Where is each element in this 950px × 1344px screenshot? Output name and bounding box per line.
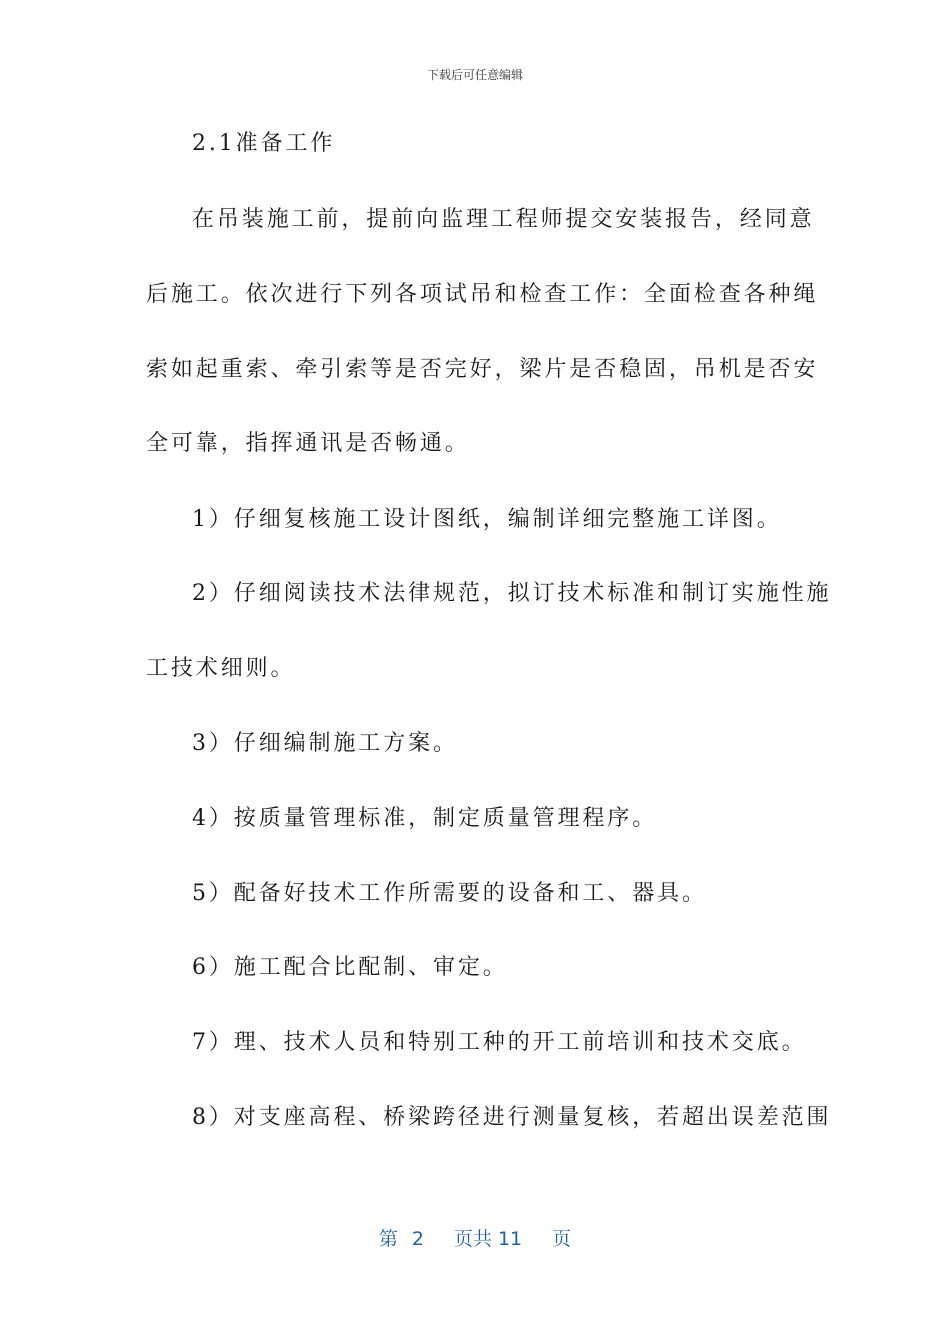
list-item: 6）施工配合比配制、审定。 [192, 955, 508, 980]
page-header-note: 下载后可任意编辑 [426, 68, 523, 82]
paragraph-line: 索如起重索、牵引索等是否完好，梁片是否稳固，吊机是否安 [146, 357, 819, 382]
total-page-count: 11 [497, 1228, 523, 1250]
list-item: 5）配备好技术工作所需要的设备和工、器具。 [192, 881, 707, 906]
list-item: 2）仔细阅读技术法律规范，拟订技术标准和制订实施性施 [192, 581, 832, 606]
current-page-number: 2 [411, 1228, 424, 1250]
footer-prefix: 第 [378, 1228, 398, 1250]
paragraph-line: 在吊装施工前，提前向监理工程师提交安装报告，经同意 [192, 207, 815, 232]
list-item: 7）理、技术人员和特别工种的开工前培训和技术交底。 [192, 1030, 807, 1055]
list-item-continuation: 工技术细则。 [146, 656, 296, 681]
section-heading: 2.1准备工作 [192, 131, 336, 156]
page-footer [0, 1224, 950, 1251]
list-item: 3）仔细编制施工方案。 [192, 731, 458, 756]
paragraph-line: 全可靠，指挥通讯是否畅通。 [146, 431, 470, 456]
footer-suffix: 页 [552, 1228, 572, 1250]
paragraph-line: 后施工。依次进行下列各项试吊和检查工作：全面检查各种绳 [146, 282, 819, 307]
list-item: 8）对支座高程、桥梁跨径进行测量复核，若超出误差范围 [192, 1105, 832, 1130]
list-item: 1）仔细复核施工设计图纸，编制详细完整施工详图。 [192, 507, 782, 532]
list-item: 4）按质量管理标准，制定质量管理程序。 [192, 806, 658, 831]
footer-middle: 页共 [453, 1228, 492, 1250]
